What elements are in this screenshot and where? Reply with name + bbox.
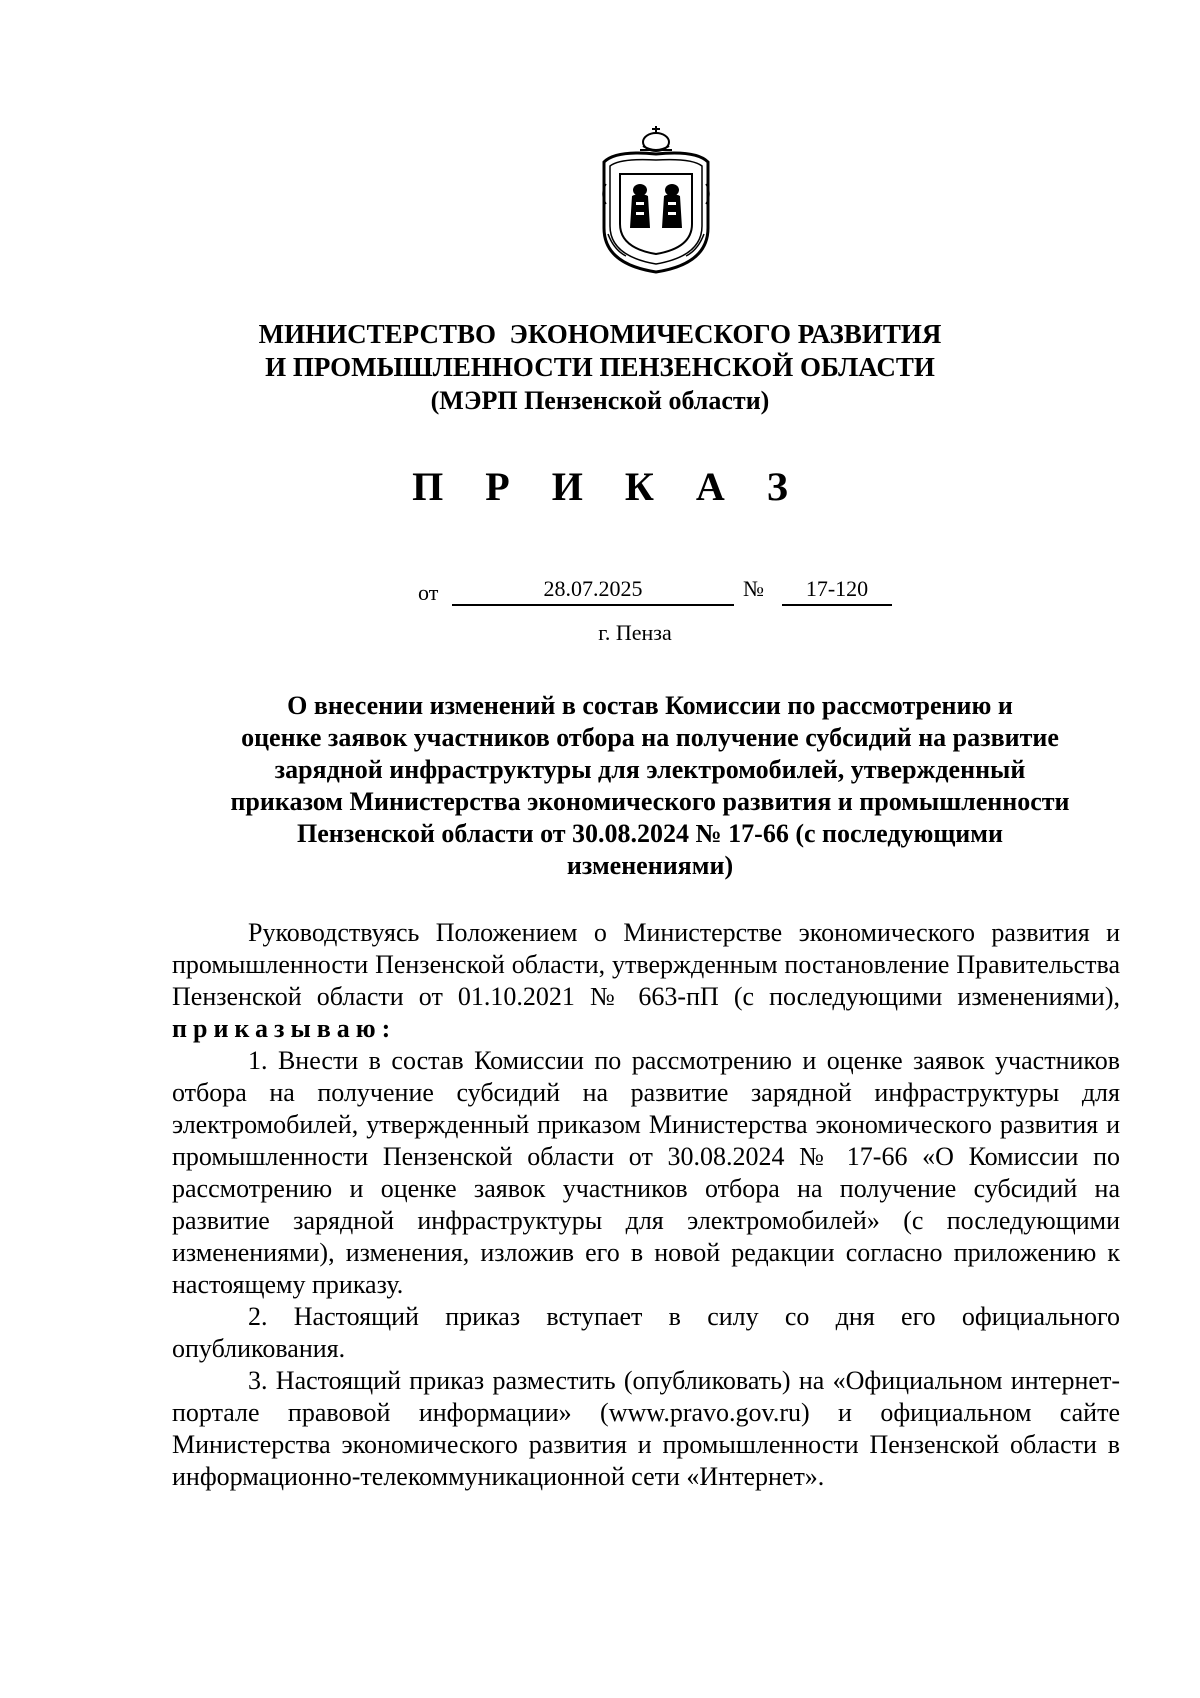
ministry-name-block	[0, 318, 1200, 417]
order-number: 17-120	[782, 576, 892, 606]
ministry-name-line2: И ПРОМЫШЛЕННОСТИ ПЕНЗЕНСКОЙ ОБЛАСТИ	[265, 352, 935, 382]
order-body	[172, 917, 1120, 1493]
order-item-3: 3. Настоящий приказ разместить (опубликовать) на «Официальном интернет-портале правовой информации» (www.pravo.gov.ru) и официальном сайте Министерства экономического развития и промышленности Пензенской области в информационно-телекоммуникационной сети «Интернет».	[172, 1366, 1120, 1491]
subject-line: зарядной инфраструктуры для электромобилей, утвержденный	[274, 755, 1026, 784]
date-prefix: от	[418, 580, 439, 605]
number-sign: №	[743, 576, 764, 601]
order-subject	[170, 690, 1130, 882]
coat-of-arms-emblem	[596, 124, 716, 276]
subject-line: О внесении изменений в состав Комиссии по рассмотрению и	[287, 691, 1013, 720]
preamble-paragraph	[172, 917, 1120, 1045]
subject-line: изменениями)	[566, 851, 734, 880]
ministry-name-line1: МИНИСТЕРСТВО ЭКОНОМИЧЕСКОГО РАЗВИТИЯ	[258, 319, 942, 349]
preamble-text: Руководствуясь Положением о Министерстве экономического развития и промышленности Пензенской области, утвержденным постановление Правительства Пензенской области от 01.10.2021 № 663-пП (с последующими изменениями),	[172, 918, 1120, 1011]
order-date: 28.07.2025	[452, 576, 734, 606]
order-city: г. Пенза	[598, 620, 672, 645]
order-item-2: 2. Настоящий приказ вступает в силу со дня его официального опубликования.	[172, 1302, 1120, 1363]
subject-line: оценке заявок участников отбора на получение субсидий на развитие	[241, 723, 1059, 752]
ministry-abbreviation: (МЭРП Пензенской области)	[430, 386, 770, 415]
orders-word: приказываю:	[172, 1014, 397, 1043]
order-item-1: 1. Внести в состав Комиссии по рассмотрению и оценке заявок участников отбора на получение субсидий на развитие зарядной инфраструктуры для электромобилей, утвержденный приказом Министерства экономического развития и промышленности Пензенской области от 30.08.2024 № 17-66 «О Комиссии по рассмотрению и оценке заявок участников отбора на получение субсидий на развитие зарядной инфраструктуры для электромобилей» (с последующими изменениями), изменения, изложив его в новой редакции согласно приложению к настоящему приказу.	[172, 1046, 1120, 1299]
subject-line: Пензенской области от 30.08.2024 № 17-66 (с последующими	[297, 819, 1003, 848]
document-title: П Р И К А З	[412, 464, 804, 509]
subject-line: приказом Министерства экономического развития и промышленности	[230, 787, 1070, 816]
